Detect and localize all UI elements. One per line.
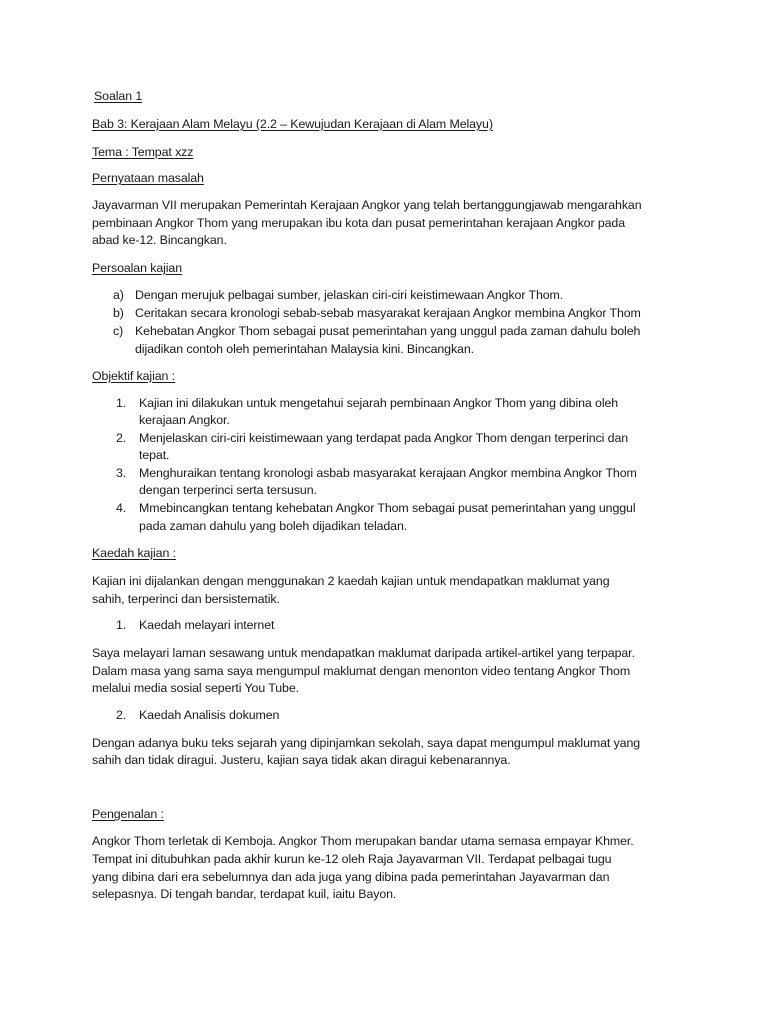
- method-2-label: Kaedah Analisis dokumen: [139, 708, 280, 722]
- method-2-text-line: sahih dan tidak diragui. Justeru, kajian saya tidak akan diragui kebenarannya.: [92, 753, 511, 767]
- pengenalan-heading: Pengenalan :: [92, 807, 164, 821]
- persoalan-item: Dengan merujuk pelbagai sumber, jelaskan ciri-ciri keistimewaan Angkor Thom.: [135, 288, 564, 302]
- objektif-item: Mmebincangkan tentang kehebatan Angkor Thom sebagai pusat pemerintahan yang unggul: [139, 501, 636, 515]
- objektif-item: Menghuraikan tentang kronologi asbab masyarakat kerajaan Angkor membina Angkor Thom: [139, 466, 637, 480]
- objektif-heading: Objektif kajian :: [92, 369, 176, 383]
- objektif-item-cont: pada zaman dahulu yang boleh dijadikan teladan.: [139, 519, 408, 533]
- tema-heading: Tema : Tempat xzz: [92, 145, 194, 159]
- pernyataan-line: Jayavarman VII merupakan Pemerintah Kerajaan Angkor yang telah bertanggungjawab mengarahkan: [92, 198, 642, 212]
- pernyataan-line: abad ke-12. Bincangkan.: [92, 233, 227, 247]
- list-marker: a): [113, 288, 124, 302]
- kaedah-heading: Kaedah kajian :: [92, 546, 176, 560]
- kaedah-intro-line: sahih, terperinci dan bersistematik.: [92, 592, 280, 606]
- pernyataan-heading: Pernyataan masalah: [92, 171, 204, 185]
- pengenalan-line: yang dibina dari era sebelumnya dan ada juga yang dibina pada pemerintahan Jayavarman dan: [92, 870, 610, 884]
- objektif-item: Menjelaskan ciri-ciri keistimewaan yang terdapat pada Angkor Thom dengan terperinci dan: [139, 431, 629, 445]
- pernyataan-line: pembinaan Angkor Thom yang merupakan ibu kota dan pusat pemerintahan kerajaan Angkor pada: [92, 216, 625, 230]
- persoalan-item-cont: dijadikan contoh oleh pemerintahan Malaysia kini. Bincangkan.: [135, 342, 474, 356]
- pengenalan-line: Angkor Thom terletak di Kemboja. Angkor Thom merupakan bandar utama semasa empayar Khmer.: [92, 834, 634, 848]
- persoalan-item: Kehebatan Angkor Thom sebagai pusat pemerintahan yang unggul pada zaman dahulu boleh: [135, 324, 641, 338]
- objektif-item-cont: kerajaan Angkor.: [139, 413, 230, 427]
- pengenalan-line: Tempat ini ditubuhkan pada akhir kurun ke-12 oleh Raja Jayavarman VII. Terdapat pelbagai tugu: [92, 852, 612, 866]
- persoalan-item: Ceritakan secara kronologi sebab-sebab masyarakat kerajaan Angkor membina Angkor Thom: [135, 306, 641, 320]
- list-marker: 3.: [116, 466, 127, 480]
- list-marker: 4.: [116, 501, 127, 515]
- persoalan-heading: Persoalan kajian: [92, 261, 183, 275]
- method-1-text-line: melalui media sosial seperti You Tube.: [92, 681, 299, 695]
- method-2-text-line: Dengan adanya buku teks sejarah yang dipinjamkan sekolah, saya dapat mengumpul maklumat yang: [92, 736, 641, 750]
- objektif-item-cont: tepat.: [139, 448, 170, 462]
- list-marker: 1.: [116, 618, 127, 632]
- bab-heading: Bab 3: Kerajaan Alam Melayu (2.2 – Kewujudan Kerajaan di Alam Melayu): [92, 117, 493, 131]
- list-marker: 2.: [116, 708, 127, 722]
- soalan-heading: Soalan 1: [94, 89, 143, 103]
- list-marker: 1.: [116, 396, 127, 410]
- pengenalan-line: selepasnya. Di tengah bandar, terdapat kuil, iaitu Bayon.: [92, 887, 397, 901]
- kaedah-intro-line: Kajian ini dijalankan dengan menggunakan 2 kaedah kajian untuk mendapatkan maklumat yang: [92, 574, 610, 588]
- method-1-label: Kaedah melayari internet: [139, 618, 275, 632]
- method-1-text-line: Dalam masa yang sama saya mengumpul maklumat dengan menonton video tentang Angkor Thom: [92, 664, 631, 678]
- list-marker: 2.: [116, 431, 127, 445]
- method-1-text-line: Saya melayari laman sesawang untuk mendapatkan maklumat daripada artikel-artikel yang terpapar.: [92, 646, 635, 660]
- objektif-item: Kajian ini dilakukan untuk mengetahui sejarah pembinaan Angkor Thom yang dibina oleh: [139, 396, 619, 410]
- list-marker: b): [113, 306, 124, 320]
- list-marker: c): [113, 324, 124, 338]
- objektif-item-cont: dengan terperinci serta tersusun.: [139, 483, 317, 497]
